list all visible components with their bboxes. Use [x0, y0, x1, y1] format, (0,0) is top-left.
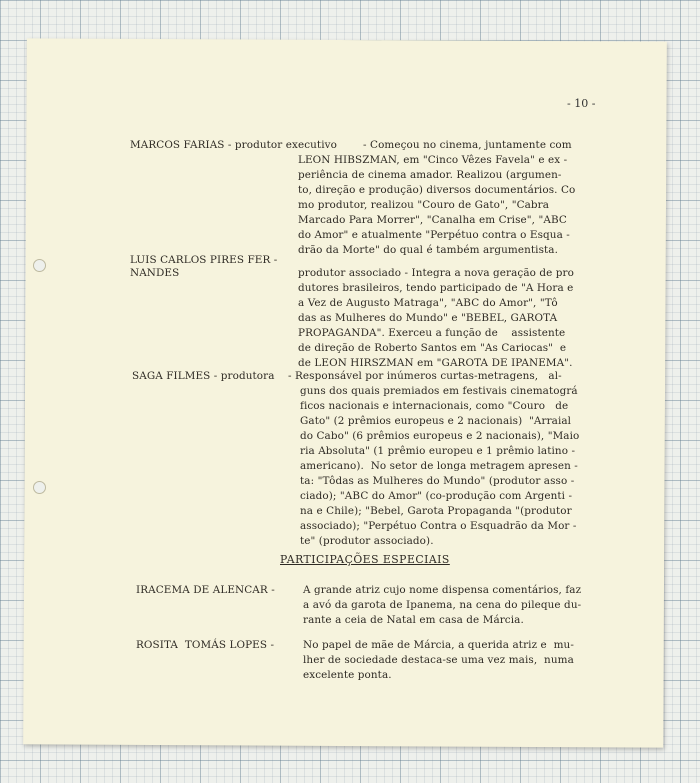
- special-line: A grande atriz cujo nome dispensa comentários, faz: [303, 584, 582, 596]
- credit-line: PROPAGANDA". Exerceu a função de assistente: [298, 327, 566, 339]
- credit-name: LUIS CARLOS PIRES FER -: [130, 254, 278, 266]
- special-line: excelente ponta.: [303, 669, 392, 681]
- credit-line: - Começou no cinema, juntamente com: [363, 139, 572, 151]
- credit-line: - Responsável por inúmeros curtas-metragens, al-: [288, 370, 562, 382]
- credit-line: produtor associado - Integra a nova geração de pro: [298, 267, 574, 279]
- credit-name: SAGA FILMES - produtora: [132, 370, 275, 382]
- special-name: ROSITA TOMÁS LOPES -: [136, 639, 275, 651]
- special-line: a avó da garota de Ipanema, na cena do pileque du-: [303, 599, 582, 611]
- special-line: lher de sociedade destaca-se uma vez mais, numa: [303, 654, 574, 666]
- credit-line: periência de cinema amador. Realizou (argumen-: [298, 169, 562, 181]
- punch-hole: [33, 481, 46, 494]
- credit-line: dutores brasileiros, tendo participado de "A Hora e: [298, 282, 574, 294]
- punch-hole: [33, 259, 46, 272]
- credit-line: a Vez de Augusto Matraga", "ABC do Amor", "Tô: [298, 297, 558, 309]
- credit-line: do Cabo" (6 prêmios europeus e 2 nacionais), "Maio: [300, 430, 580, 442]
- special-line: rante a ceia de Natal em casa de Márcia.: [303, 614, 524, 626]
- credit-line: to, direção e produção) diversos documentários. Co: [298, 184, 576, 196]
- page-number: - 10 -: [567, 97, 596, 110]
- credit-line: mo produtor, realizou "Couro de Gato", "Cabra: [298, 199, 550, 211]
- special-name: IRACEMA DE ALENCAR -: [136, 584, 275, 596]
- credit-line: ficos nacionais e internacionais, como "Couro de: [300, 400, 569, 412]
- credit-line: das as Mulheres do Mundo" e "BEBEL, GAROTA: [298, 312, 558, 324]
- credit-line: de LEON HIRSZMAN em "GAROTA DE IPANEMA".: [298, 357, 573, 369]
- credit-line: americano). No setor de longa metragem apresen -: [300, 460, 578, 472]
- credit-line: do Amor" e atualmente "Perpétuo contra o Esqua -: [298, 229, 570, 241]
- credit-line: ta: "Tôdas as Mulheres do Mundo" (produtor asso -: [300, 475, 575, 487]
- credit-line: ria Absoluta" (1 prêmio europeu e 1 prêmio latino -: [300, 445, 576, 457]
- credit-line: LEON HIBSZMAN, em "Cinco Vêzes Favela" e ex -: [298, 154, 568, 166]
- credit-line: guns dos quais premiados em festivais cinematográ: [300, 385, 578, 397]
- credit-name: MARCOS FARIAS - produtor executivo: [130, 139, 337, 151]
- credit-line: na e Chile); "Bebel, Garota Propaganda "(produtor: [300, 505, 572, 517]
- credit-name: NANDES: [130, 267, 180, 279]
- credit-line: Marcado Para Morrer", "Canalha em Crise", "ABC: [298, 214, 567, 226]
- credit-line: ciado); "ABC do Amor" (co-produção com Argenti -: [300, 490, 573, 502]
- credit-line: Gato" (2 prêmios europeus e 2 nacionais) "Arraial: [300, 415, 572, 427]
- special-line: No papel de mãe de Márcia, a querida atriz e mu-: [303, 639, 574, 651]
- credit-line: drão da Morte" do qual é também argumentista.: [298, 244, 558, 256]
- credit-line: associado); "Perpétuo Contra o Esquadrão da Mor -: [300, 520, 577, 532]
- section-heading: PARTICIPAÇÕES ESPECIAIS: [280, 553, 450, 566]
- credit-line: de direção de Roberto Santos em "As Cariocas" e: [298, 342, 567, 354]
- credit-line: te" (produtor associado).: [300, 535, 434, 547]
